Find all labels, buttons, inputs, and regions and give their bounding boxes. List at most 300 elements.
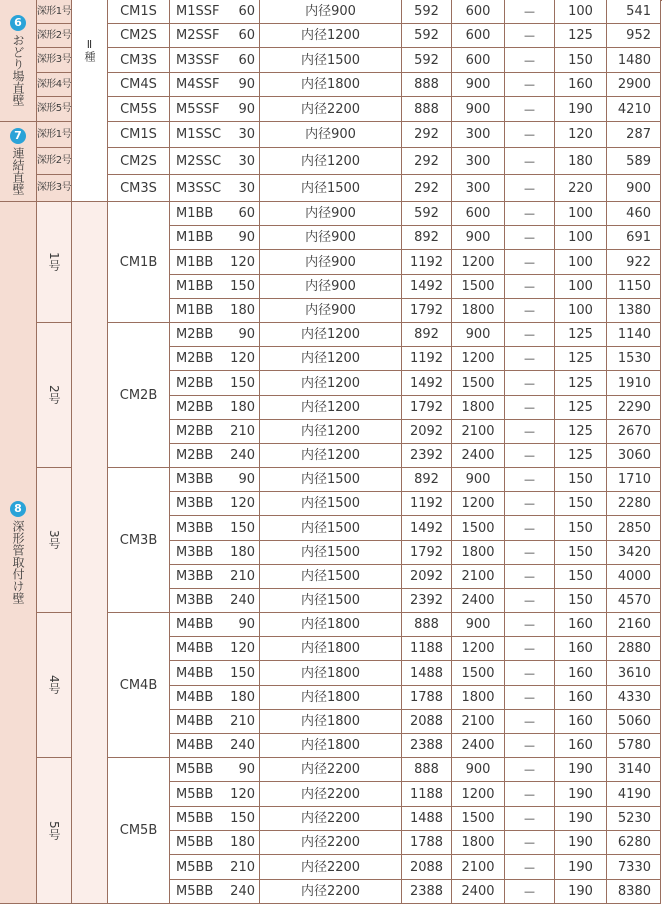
product-code: M3BB bbox=[176, 520, 214, 536]
weight-cell: 4000 bbox=[607, 565, 661, 589]
value-c-cell: 190 bbox=[555, 758, 607, 782]
diameter-cell: 内径900 bbox=[260, 299, 402, 323]
value-c-cell: 190 bbox=[555, 807, 607, 831]
weight-cell: 589 bbox=[607, 148, 661, 175]
dash-cell: — bbox=[505, 202, 555, 226]
product-code: M4BB bbox=[176, 738, 214, 753]
value-a-cell: 892 bbox=[402, 226, 452, 250]
product-code: M3SSF bbox=[176, 52, 220, 68]
product-code: M1BB bbox=[176, 206, 214, 221]
value-b-cell: 2100 bbox=[452, 420, 505, 444]
dash-cell: — bbox=[505, 347, 555, 371]
height-value: 90 bbox=[238, 617, 255, 632]
height-value: 240 bbox=[230, 738, 255, 753]
value-b-cell: 1800 bbox=[452, 396, 505, 420]
cm-code-cell: CM2S bbox=[108, 148, 170, 175]
product-code: M4SSF bbox=[176, 77, 220, 92]
product-code: M1BB bbox=[176, 303, 214, 318]
height-value: 90 bbox=[238, 77, 255, 92]
value-b-cell: 1500 bbox=[452, 807, 505, 831]
diameter-cell: 内径2200 bbox=[260, 97, 402, 122]
value-b-cell: 600 bbox=[452, 24, 505, 48]
product-code-cell bbox=[170, 250, 260, 275]
height-value: 180 bbox=[230, 835, 255, 850]
height-value: 120 bbox=[230, 641, 255, 656]
weight-cell: 3610 bbox=[607, 661, 661, 686]
sub-type-cell: 深形5号 bbox=[37, 97, 72, 122]
group-number-badge: 8 bbox=[10, 501, 26, 517]
dash-cell: — bbox=[505, 48, 555, 73]
weight-cell: 7330 bbox=[607, 855, 661, 880]
value-b-cell: 900 bbox=[452, 613, 505, 637]
value-a-cell: 2088 bbox=[402, 855, 452, 880]
value-c-cell: 150 bbox=[555, 48, 607, 73]
product-code: M3BB bbox=[176, 569, 214, 584]
product-code-cell bbox=[170, 97, 260, 122]
height-value: 60 bbox=[238, 206, 255, 221]
value-b-cell: 1200 bbox=[452, 492, 505, 516]
dash-cell: — bbox=[505, 371, 555, 396]
value-a-cell: 1192 bbox=[402, 250, 452, 275]
value-b-cell: 2100 bbox=[452, 565, 505, 589]
value-a-cell: 2088 bbox=[402, 710, 452, 734]
value-c-cell: 125 bbox=[555, 347, 607, 371]
size-group-name: 3号 bbox=[47, 530, 61, 550]
height-value: 30 bbox=[238, 153, 255, 169]
product-code-cell bbox=[170, 758, 260, 782]
value-a-cell: 888 bbox=[402, 73, 452, 97]
dash-cell: — bbox=[505, 396, 555, 420]
dash-cell: — bbox=[505, 589, 555, 613]
value-a-cell: 592 bbox=[402, 48, 452, 73]
weight-cell: 1710 bbox=[607, 468, 661, 492]
product-code-cell bbox=[170, 831, 260, 855]
dash-cell: — bbox=[505, 275, 555, 299]
diameter-cell: 内径1500 bbox=[260, 541, 402, 565]
product-code: M1BB bbox=[176, 279, 214, 294]
cm-code-cell: CM4S bbox=[108, 73, 170, 97]
product-code: M2BB bbox=[176, 448, 214, 463]
weight-cell: 2290 bbox=[607, 396, 661, 420]
value-a-cell: 292 bbox=[402, 148, 452, 175]
height-value: 60 bbox=[238, 4, 255, 19]
product-code-cell bbox=[170, 0, 260, 24]
value-b-cell: 1200 bbox=[452, 347, 505, 371]
diameter-cell: 内径1200 bbox=[260, 24, 402, 48]
type-kind-cell bbox=[72, 0, 108, 202]
diameter-cell: 内径2200 bbox=[260, 855, 402, 880]
value-b-cell: 300 bbox=[452, 122, 505, 148]
product-code-cell bbox=[170, 420, 260, 444]
value-a-cell: 888 bbox=[402, 97, 452, 122]
value-b-cell: 2400 bbox=[452, 444, 505, 468]
product-code-cell bbox=[170, 541, 260, 565]
height-value: 60 bbox=[238, 28, 255, 43]
diameter-cell: 内径1800 bbox=[260, 73, 402, 97]
value-c-cell: 100 bbox=[555, 0, 607, 24]
product-code-cell bbox=[170, 782, 260, 807]
product-code: M2BB bbox=[176, 424, 214, 439]
value-b-cell: 2100 bbox=[452, 855, 505, 880]
value-b-cell: 1500 bbox=[452, 661, 505, 686]
product-code: M4BB bbox=[176, 641, 214, 656]
height-value: 240 bbox=[230, 884, 255, 899]
diameter-cell: 内径900 bbox=[260, 122, 402, 148]
product-code-cell bbox=[170, 226, 260, 250]
value-a-cell: 592 bbox=[402, 0, 452, 24]
dash-cell: — bbox=[505, 541, 555, 565]
value-c-cell: 150 bbox=[555, 468, 607, 492]
cm-code-cell: CM4B bbox=[108, 613, 170, 758]
size-group-label bbox=[37, 613, 72, 758]
dash-cell: — bbox=[505, 782, 555, 807]
height-value: 150 bbox=[230, 665, 255, 681]
product-code-cell bbox=[170, 855, 260, 880]
value-a-cell: 592 bbox=[402, 24, 452, 48]
value-a-cell: 592 bbox=[402, 202, 452, 226]
value-c-cell: 160 bbox=[555, 637, 607, 661]
product-code-cell bbox=[170, 468, 260, 492]
dash-cell: — bbox=[505, 468, 555, 492]
value-a-cell: 2092 bbox=[402, 420, 452, 444]
dash-cell: — bbox=[505, 226, 555, 250]
value-a-cell: 1488 bbox=[402, 661, 452, 686]
value-c-cell: 160 bbox=[555, 710, 607, 734]
weight-cell: 1380 bbox=[607, 299, 661, 323]
size-group-name: 4号 bbox=[47, 675, 61, 695]
product-code-cell bbox=[170, 444, 260, 468]
diameter-cell: 内径2200 bbox=[260, 880, 402, 904]
cm-code-cell: CM2B bbox=[108, 323, 170, 468]
diameter-cell: 内径900 bbox=[260, 202, 402, 226]
size-group-name: 2号 bbox=[47, 385, 61, 405]
product-code-cell bbox=[170, 122, 260, 148]
weight-cell: 691 bbox=[607, 226, 661, 250]
dash-cell: — bbox=[505, 148, 555, 175]
weight-cell: 4330 bbox=[607, 686, 661, 710]
diameter-cell: 内径900 bbox=[260, 0, 402, 24]
value-b-cell: 2100 bbox=[452, 710, 505, 734]
weight-cell: 1480 bbox=[607, 48, 661, 73]
height-value: 180 bbox=[230, 400, 255, 415]
dash-cell: — bbox=[505, 661, 555, 686]
dash-cell: — bbox=[505, 565, 555, 589]
cm-code-cell: CM3S bbox=[108, 48, 170, 73]
size-group-label bbox=[37, 758, 72, 904]
value-c-cell: 125 bbox=[555, 323, 607, 347]
value-a-cell: 1188 bbox=[402, 782, 452, 807]
value-a-cell: 1792 bbox=[402, 396, 452, 420]
value-c-cell: 220 bbox=[555, 175, 607, 202]
value-a-cell: 1188 bbox=[402, 637, 452, 661]
group-name: おどり場直壁 bbox=[11, 34, 25, 106]
weight-cell: 5060 bbox=[607, 710, 661, 734]
value-b-cell: 1800 bbox=[452, 541, 505, 565]
sub-type-cell: 深形1号 bbox=[37, 122, 72, 148]
product-code: M3SSC bbox=[176, 180, 222, 196]
diameter-cell: 内径1500 bbox=[260, 175, 402, 202]
diameter-cell: 内径1800 bbox=[260, 613, 402, 637]
product-code: M3BB bbox=[176, 496, 214, 511]
weight-cell: 5780 bbox=[607, 734, 661, 758]
cm-code-cell: CM2S bbox=[108, 24, 170, 48]
product-code-cell bbox=[170, 589, 260, 613]
height-value: 90 bbox=[238, 762, 255, 777]
weight-cell: 900 bbox=[607, 175, 661, 202]
height-value: 210 bbox=[230, 714, 255, 729]
product-code-cell bbox=[170, 299, 260, 323]
weight-cell: 952 bbox=[607, 24, 661, 48]
height-value: 210 bbox=[230, 859, 255, 875]
product-code: M1BB bbox=[176, 230, 214, 245]
diameter-cell: 内径1200 bbox=[260, 396, 402, 420]
product-code-cell bbox=[170, 48, 260, 73]
value-b-cell: 1200 bbox=[452, 782, 505, 807]
cm-code-cell: CM1S bbox=[108, 0, 170, 24]
product-code-cell bbox=[170, 175, 260, 202]
dash-cell: — bbox=[505, 613, 555, 637]
product-code: M4BB bbox=[176, 665, 214, 681]
weight-cell: 287 bbox=[607, 122, 661, 148]
diameter-cell: 内径2200 bbox=[260, 807, 402, 831]
product-code-cell bbox=[170, 880, 260, 904]
type-kind-label: Ⅱ種 bbox=[83, 38, 96, 62]
value-c-cell: 190 bbox=[555, 855, 607, 880]
weight-cell: 3060 bbox=[607, 444, 661, 468]
value-a-cell: 1192 bbox=[402, 347, 452, 371]
diameter-cell: 内径1800 bbox=[260, 686, 402, 710]
value-b-cell: 2400 bbox=[452, 589, 505, 613]
weight-cell: 922 bbox=[607, 250, 661, 275]
sub-type-cell: 深形3号 bbox=[37, 175, 72, 202]
cm-code-cell: CM5B bbox=[108, 758, 170, 904]
size-group-label bbox=[37, 202, 72, 323]
value-a-cell: 1792 bbox=[402, 299, 452, 323]
weight-cell: 2280 bbox=[607, 492, 661, 516]
weight-cell: 1910 bbox=[607, 371, 661, 396]
value-a-cell: 1492 bbox=[402, 275, 452, 299]
diameter-cell: 内径1200 bbox=[260, 371, 402, 396]
product-code-cell bbox=[170, 516, 260, 541]
weight-cell: 5230 bbox=[607, 807, 661, 831]
value-c-cell: 150 bbox=[555, 516, 607, 541]
dash-cell: — bbox=[505, 24, 555, 48]
weight-cell: 2900 bbox=[607, 73, 661, 97]
value-b-cell: 1500 bbox=[452, 371, 505, 396]
diameter-cell: 内径900 bbox=[260, 250, 402, 275]
dash-cell: — bbox=[505, 492, 555, 516]
product-code-cell bbox=[170, 661, 260, 686]
weight-cell: 460 bbox=[607, 202, 661, 226]
value-b-cell: 1800 bbox=[452, 686, 505, 710]
dash-cell: — bbox=[505, 758, 555, 782]
product-code-cell bbox=[170, 565, 260, 589]
height-value: 30 bbox=[238, 127, 255, 142]
product-code-cell bbox=[170, 613, 260, 637]
value-b-cell: 900 bbox=[452, 323, 505, 347]
dash-cell: — bbox=[505, 710, 555, 734]
value-b-cell: 1200 bbox=[452, 637, 505, 661]
diameter-cell: 内径1500 bbox=[260, 468, 402, 492]
value-b-cell: 1800 bbox=[452, 831, 505, 855]
value-c-cell: 160 bbox=[555, 686, 607, 710]
dash-cell: — bbox=[505, 73, 555, 97]
value-a-cell: 2092 bbox=[402, 565, 452, 589]
value-c-cell: 100 bbox=[555, 275, 607, 299]
product-code: M5BB bbox=[176, 786, 214, 802]
value-a-cell: 892 bbox=[402, 323, 452, 347]
value-c-cell: 150 bbox=[555, 565, 607, 589]
dash-cell: — bbox=[505, 122, 555, 148]
group-label-8 bbox=[0, 202, 37, 904]
value-a-cell: 1788 bbox=[402, 686, 452, 710]
product-code: M3BB bbox=[176, 545, 214, 560]
value-b-cell: 600 bbox=[452, 0, 505, 24]
height-value: 60 bbox=[238, 52, 255, 68]
value-a-cell: 1788 bbox=[402, 831, 452, 855]
type-kind-cell-lower bbox=[72, 202, 108, 904]
product-code-cell bbox=[170, 323, 260, 347]
product-code-cell bbox=[170, 686, 260, 710]
product-code-cell bbox=[170, 371, 260, 396]
product-code-cell bbox=[170, 148, 260, 175]
diameter-cell: 内径1800 bbox=[260, 710, 402, 734]
product-code: M3BB bbox=[176, 472, 214, 487]
height-value: 150 bbox=[230, 279, 255, 294]
dash-cell: — bbox=[505, 97, 555, 122]
height-value: 30 bbox=[238, 180, 255, 196]
product-code: M5BB bbox=[176, 859, 214, 875]
height-value: 90 bbox=[238, 472, 255, 487]
diameter-cell: 内径900 bbox=[260, 226, 402, 250]
product-code: M5BB bbox=[176, 811, 214, 826]
value-a-cell: 1492 bbox=[402, 371, 452, 396]
height-value: 180 bbox=[230, 545, 255, 560]
product-code-cell bbox=[170, 347, 260, 371]
dash-cell: — bbox=[505, 299, 555, 323]
weight-cell: 3420 bbox=[607, 541, 661, 565]
sub-type-cell: 深形3号 bbox=[37, 48, 72, 73]
product-code: M3BB bbox=[176, 593, 214, 608]
value-c-cell: 190 bbox=[555, 880, 607, 904]
weight-cell: 1140 bbox=[607, 323, 661, 347]
product-code: M2BB bbox=[176, 375, 214, 391]
height-value: 90 bbox=[238, 327, 255, 342]
diameter-cell: 内径2200 bbox=[260, 782, 402, 807]
height-value: 120 bbox=[230, 254, 255, 270]
value-b-cell: 1800 bbox=[452, 299, 505, 323]
weight-cell: 541 bbox=[607, 0, 661, 24]
dash-cell: — bbox=[505, 734, 555, 758]
value-c-cell: 160 bbox=[555, 661, 607, 686]
height-value: 120 bbox=[230, 496, 255, 511]
diameter-cell: 内径1200 bbox=[260, 420, 402, 444]
value-c-cell: 180 bbox=[555, 148, 607, 175]
product-code: M4BB bbox=[176, 690, 214, 705]
height-value: 90 bbox=[238, 230, 255, 245]
product-code: M4BB bbox=[176, 714, 214, 729]
value-b-cell: 1500 bbox=[452, 516, 505, 541]
product-code: M1BB bbox=[176, 254, 214, 270]
dash-cell: — bbox=[505, 686, 555, 710]
value-c-cell: 100 bbox=[555, 202, 607, 226]
dash-cell: — bbox=[505, 175, 555, 202]
value-b-cell: 900 bbox=[452, 758, 505, 782]
diameter-cell: 内径1200 bbox=[260, 444, 402, 468]
height-value: 150 bbox=[230, 811, 255, 826]
value-a-cell: 292 bbox=[402, 175, 452, 202]
product-code: M2SSF bbox=[176, 28, 220, 43]
dash-cell: — bbox=[505, 323, 555, 347]
weight-cell: 2670 bbox=[607, 420, 661, 444]
value-a-cell: 892 bbox=[402, 468, 452, 492]
product-code: M5BB bbox=[176, 884, 214, 899]
size-group-name: 1号 bbox=[47, 252, 61, 272]
value-c-cell: 125 bbox=[555, 24, 607, 48]
product-code-cell bbox=[170, 710, 260, 734]
weight-cell: 8380 bbox=[607, 880, 661, 904]
value-a-cell: 2392 bbox=[402, 444, 452, 468]
cm-code-cell: CM1S bbox=[108, 122, 170, 148]
product-code-cell bbox=[170, 202, 260, 226]
sub-type-cell: 深形1号 bbox=[37, 0, 72, 24]
product-code: M5BB bbox=[176, 835, 214, 850]
product-code-cell bbox=[170, 492, 260, 516]
diameter-cell: 内径1200 bbox=[260, 323, 402, 347]
value-c-cell: 160 bbox=[555, 613, 607, 637]
dash-cell: — bbox=[505, 444, 555, 468]
value-b-cell: 300 bbox=[452, 175, 505, 202]
value-b-cell: 1500 bbox=[452, 275, 505, 299]
product-code-cell bbox=[170, 275, 260, 299]
product-code: M2BB bbox=[176, 400, 214, 415]
group-number-badge: 7 bbox=[10, 128, 26, 144]
diameter-cell: 内径2200 bbox=[260, 831, 402, 855]
height-value: 210 bbox=[230, 424, 255, 439]
value-c-cell: 150 bbox=[555, 492, 607, 516]
weight-cell: 4570 bbox=[607, 589, 661, 613]
dash-cell: — bbox=[505, 637, 555, 661]
value-c-cell: 100 bbox=[555, 299, 607, 323]
cm-code-cell: CM5S bbox=[108, 97, 170, 122]
value-a-cell: 2392 bbox=[402, 589, 452, 613]
group-number-badge: 6 bbox=[10, 15, 26, 31]
value-c-cell: 125 bbox=[555, 420, 607, 444]
diameter-cell: 内径900 bbox=[260, 275, 402, 299]
diameter-cell: 内径1500 bbox=[260, 48, 402, 73]
value-c-cell: 120 bbox=[555, 122, 607, 148]
value-b-cell: 2400 bbox=[452, 880, 505, 904]
value-a-cell: 1192 bbox=[402, 492, 452, 516]
product-code: M2BB bbox=[176, 327, 214, 342]
product-code-cell bbox=[170, 73, 260, 97]
height-value: 150 bbox=[230, 375, 255, 391]
dash-cell: — bbox=[505, 250, 555, 275]
diameter-cell: 内径1500 bbox=[260, 516, 402, 541]
dash-cell: — bbox=[505, 516, 555, 541]
product-code-cell bbox=[170, 807, 260, 831]
weight-cell: 4210 bbox=[607, 97, 661, 122]
value-b-cell: 900 bbox=[452, 226, 505, 250]
diameter-cell: 内径1800 bbox=[260, 661, 402, 686]
size-group-label bbox=[37, 468, 72, 613]
dash-cell: — bbox=[505, 855, 555, 880]
weight-cell: 6280 bbox=[607, 831, 661, 855]
weight-cell: 3140 bbox=[607, 758, 661, 782]
weight-cell: 2880 bbox=[607, 637, 661, 661]
value-a-cell: 1792 bbox=[402, 541, 452, 565]
value-a-cell: 2388 bbox=[402, 880, 452, 904]
